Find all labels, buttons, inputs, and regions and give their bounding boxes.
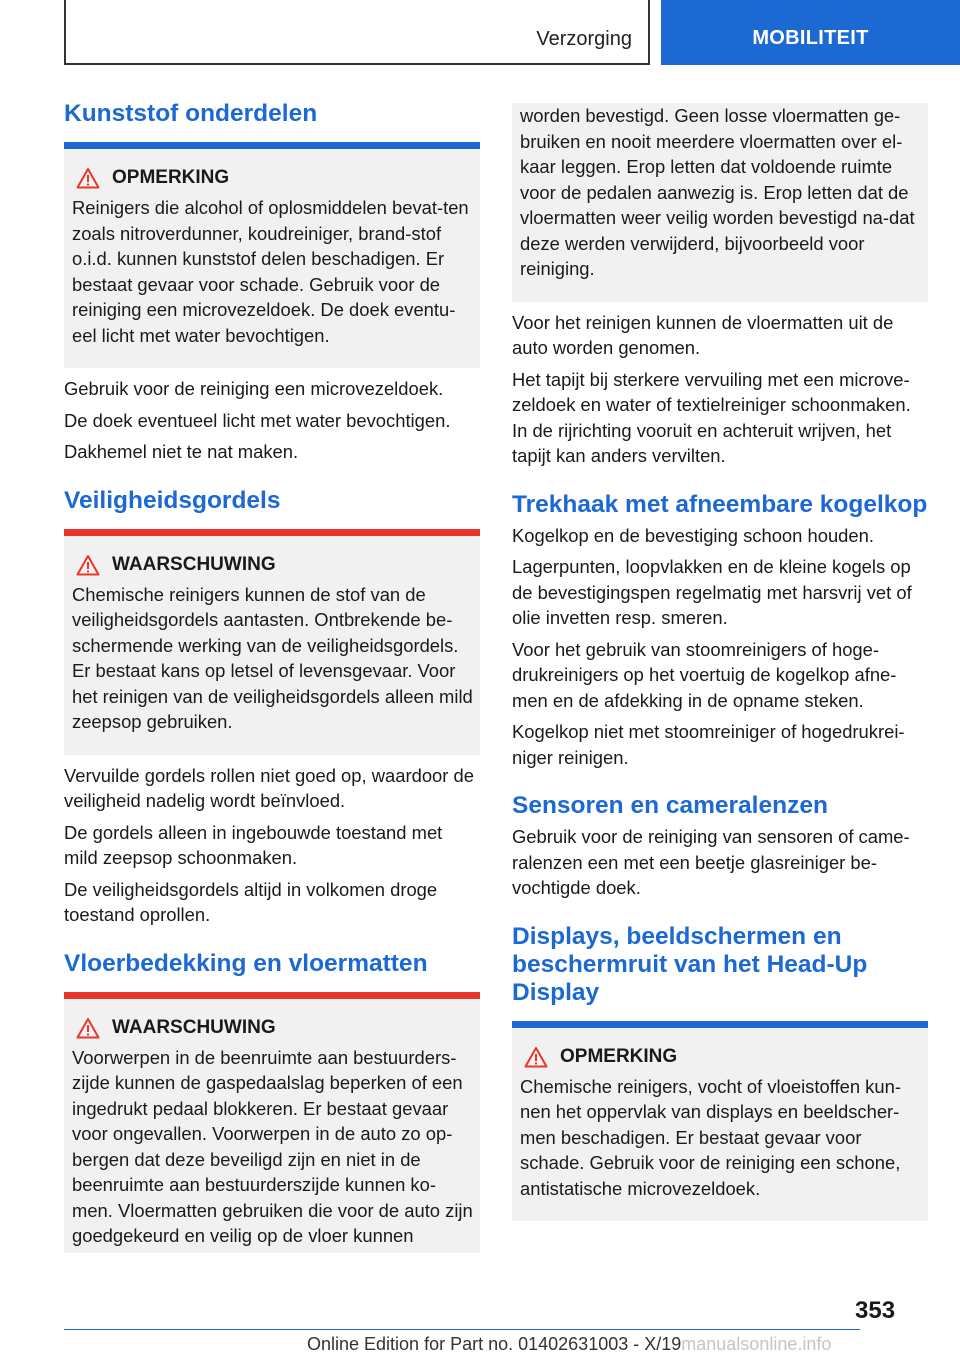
chapter-tab-label: MOBILITEIT (752, 27, 869, 49)
paragraph: Vervuilde gordels rollen niet goed op, waardoor de veiligheid nadelig wordt beïnvloed. (64, 764, 474, 811)
warning-text: worden bevestigd. Geen losse vloermatten ge-bruiken en nooit meerdere vloermatten over el-kaar leggen. Erop letten dat voldoende ruimte voor de pedalen aanwezig is. Erop letten dat de vloermatten weer veilig worden bevestigd na-dat deze werden verwijderd, bijvoorbeeld voor reiniging. (520, 105, 915, 279)
warning-text: Voorwerpen in de beenruimte aan bestuurders-zijde kunnen de gaspedaalslag beperken of een ingedrukt pedaal blokkeren. Er bestaat gevaar voor ongevallen. Voorwerpen in de auto zo op-bergen dat deze beveiligd zijn en niet in de beenruimte aan bestuurderszijde kunnen ko-men. Vloermatten gebruiken die voor de auto zijn goedgekeurd en veilig op de vloer kunnen (72, 1046, 473, 1246)
chapter-tab[interactable] (661, 0, 960, 65)
warning-triangle-icon (76, 554, 100, 576)
note-label: OPMERKING (112, 167, 230, 188)
edition-text: Online Edition for Part no. 01402631003 - X/19 (307, 1334, 682, 1354)
note-text: Reinigers die alcohol of oplosmiddelen bevat-ten zoals nitroverdunner, koudreiniger, brand-stof o.i.d. kunnen kunststof delen beschadigen. Er bestaat gevaar voor schade. Gebruik voor de reiniging een microvezeldoek. De doek eventu-eel licht met water bevochtigen. (72, 197, 469, 346)
left-column (64, 100, 480, 1253)
warning-box-gordels (64, 536, 480, 755)
paragraph: Kogelkop en de bevestiging schoon houden. (512, 524, 874, 546)
warning-header (72, 552, 473, 578)
heading-kunststof: Kunststof onderdelen (64, 100, 318, 127)
header-frame (64, 0, 650, 65)
section-title: Verzorging (536, 28, 632, 50)
paragraph: Kogelkop niet met stoomreiniger of hogedrukrei-niger reinigen. (512, 721, 905, 768)
warning-triangle-icon (524, 1046, 548, 1068)
paragraph: Voor het gebruik van stoomreinigers of hoge-drukreinigers op het voertuig de kogelkop afne-men en de afdekking in de opname steken. (512, 638, 897, 711)
paragraph: Lagerpunten, loopvlakken en de kleine kogels op de bevestigingspen regelmatig met harsvrij vet of olie invetten resp. smeren. (512, 556, 912, 628)
paragraph: Gebruik voor de reiniging van sensoren of came-ralenzen een met een beetje glasreiniger be-vochtigde doek. (512, 826, 910, 898)
paragraph: Voor het reinigen kunnen de vloermatten uit de auto worden genomen. (512, 311, 894, 358)
heading-rule (64, 142, 480, 149)
paragraph: De gordels alleen in ingebouwde toestand met mild zeepsop schoonmaken. (64, 821, 443, 868)
paragraph: Het tapijt bij sterkere vervuiling met een microve-zeldoek en water of textielreiniger schoonmaken. In de rijrichting vooruit en achteruit wrijven, het tapijt kan anders vervilten. (512, 368, 911, 466)
heading-veiligheidsgordels: Veiligheidsgordels (64, 486, 281, 514)
warning-triangle-icon (76, 167, 100, 189)
heading-sensoren: Sensoren en cameralenzen (512, 792, 828, 819)
note-header (72, 165, 473, 191)
heading-displays: Displays, beeldschermen en beschermruit van het Head-Up Display (512, 922, 868, 1006)
warning-label: WAARSCHUWING (112, 1016, 276, 1038)
heading-rule (512, 1021, 928, 1028)
paragraph: De doek eventueel licht met water bevochtigen. (64, 409, 451, 431)
note-header (520, 1044, 921, 1070)
right-column (512, 103, 928, 1221)
warning-label: WAARSCHUWING (112, 553, 276, 575)
watermark-brand: manualsonline.info (681, 1334, 832, 1354)
warning-text: Chemische reinigers kunnen de stof van de veiligheidsgordels aantasten. Ontbrekende be-schermende werking van de veiligheidsgordels. Er bestaat kans op letsel of levensgevaar. Voor het reinigen van de veiligheidsgordels alleen mild zeepsop gebruiken. (72, 583, 473, 732)
heading-trekhaak: Trekhaak met afneembare kogelkop (512, 490, 928, 518)
warning-triangle-icon (76, 1017, 100, 1039)
paragraph: Gebruik voor de reiniging een microvezeldoek. (64, 378, 444, 399)
paragraph: Dakhemel niet te nat maken. (64, 441, 299, 462)
warning-box-vloermatten (64, 999, 480, 1253)
warning-header (72, 1015, 473, 1041)
heading-rule (64, 529, 480, 536)
page-number: 353 (855, 1297, 896, 1324)
warning-box-continued (512, 103, 928, 302)
heading-vloerbedekking: Vloerbedekking en vloermatten (64, 949, 428, 977)
paragraph: De veiligheidsgordels altijd in volkomen droge toestand oprollen. (64, 878, 438, 925)
note-text: Chemische reinigers, vocht of vloeistoffen kun-nen het oppervlak van displays en beeldscher-men beschadigen. Er bestaat gevaar voor schade. Gebruik voor de reiniging een schone, antistatische microvezeldoek. (520, 1075, 901, 1199)
footer-rule (64, 1329, 860, 1330)
footer (307, 1334, 831, 1355)
note-label: OPMERKING (560, 1045, 678, 1067)
note-box-kunststof (64, 149, 480, 368)
note-box-displays (512, 1028, 928, 1222)
heading-rule (64, 992, 480, 999)
